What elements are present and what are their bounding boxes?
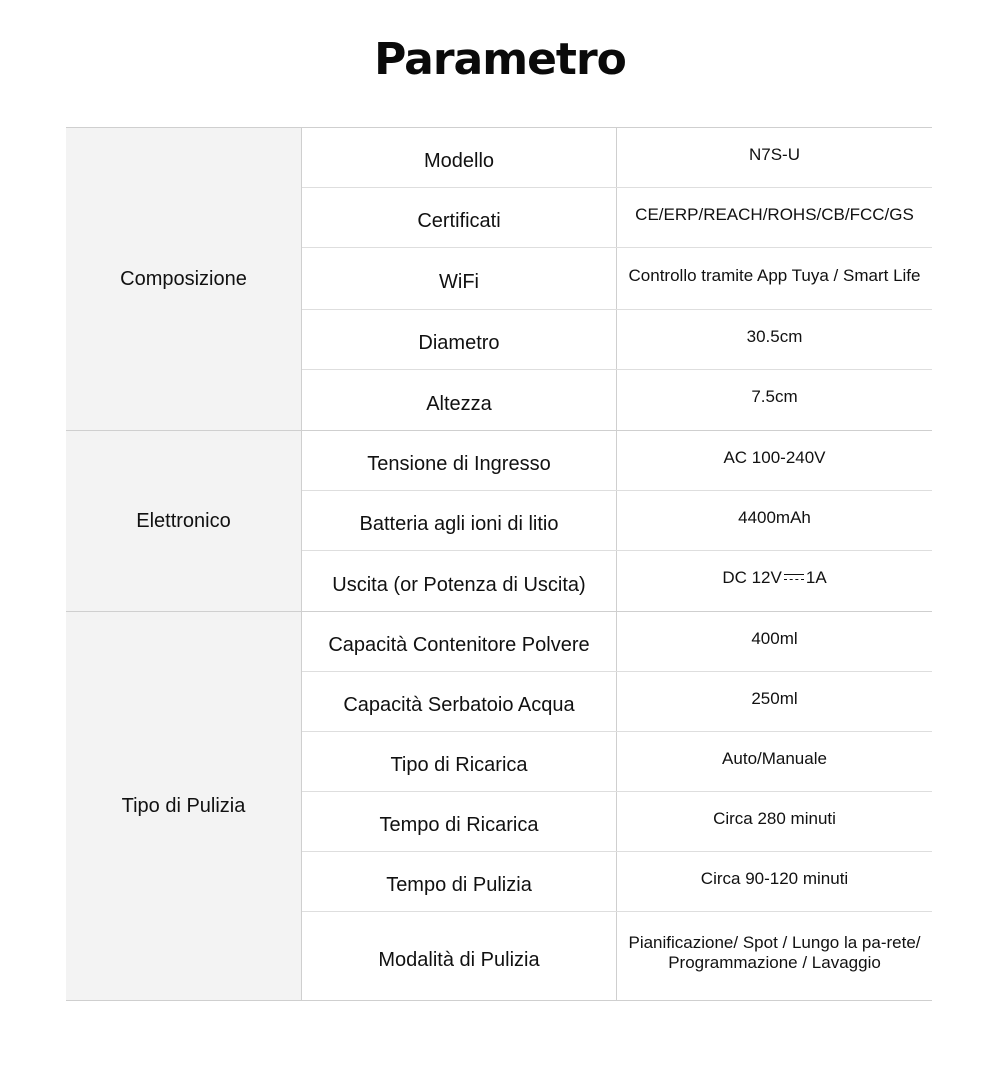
spec-key: Uscita (or Potenza di Uscita)	[302, 551, 617, 611]
spec-key: Capacità Contenitore Polvere	[302, 612, 617, 671]
spec-key: Tempo di Ricarica	[302, 792, 617, 851]
spec-key: Batteria agli ioni di litio	[302, 491, 617, 550]
spec-key: Certificati	[302, 188, 617, 247]
table-row	[302, 128, 932, 188]
table-row	[302, 310, 932, 370]
spec-key: WiFi	[302, 248, 617, 309]
spec-key: Tempo di Pulizia	[302, 852, 617, 911]
table-row	[302, 672, 932, 732]
table-row	[302, 431, 932, 491]
group-label: Tipo di Pulizia	[66, 612, 302, 1000]
group-elettronico	[66, 431, 932, 612]
spec-value: 250ml	[751, 688, 798, 708]
value-suffix: 1A	[805, 568, 827, 587]
table-row	[302, 370, 932, 430]
spec-value: Circa 90-120 minuti	[700, 868, 849, 888]
spec-value: Controllo tramite App Tuya / Smart Life	[628, 265, 921, 285]
spec-value	[617, 551, 932, 611]
spec-table	[66, 127, 932, 1001]
spec-key: Altezza	[302, 370, 617, 430]
spec-key: Modello	[302, 128, 617, 187]
table-row	[302, 852, 932, 912]
spec-key: Capacità Serbatoio Acqua	[302, 672, 617, 731]
spec-key: Modalità di Pulizia	[302, 912, 617, 1000]
spec-key: Tensione di Ingresso	[302, 431, 617, 490]
spec-key: Diametro	[302, 310, 617, 369]
spec-value: CE/ERP/REACH/ROHS/CB/FCC/GS	[635, 204, 914, 224]
dc-symbol-icon	[784, 574, 804, 582]
spec-value: 30.5cm	[746, 326, 803, 346]
spec-key: Tipo di Ricarica	[302, 732, 617, 791]
table-row	[302, 912, 932, 1000]
spec-value: Pianificazione/ Spot / Lungo la pa-rete/ Programmazione / Lavaggio	[628, 933, 921, 972]
table-row	[302, 732, 932, 792]
spec-value: N7S-U	[748, 144, 800, 164]
table-row	[302, 491, 932, 551]
spec-value: AC 100-240V	[723, 447, 826, 467]
table-row	[302, 551, 932, 611]
spec-value: Auto/Manuale	[722, 748, 827, 768]
group-composizione	[66, 128, 932, 431]
table-row	[302, 612, 932, 672]
spec-value: 400ml	[751, 628, 798, 648]
table-row	[302, 248, 932, 310]
table-row	[302, 188, 932, 248]
spec-value: Circa 280 minuti	[713, 808, 836, 828]
spec-value: 4400mAh	[738, 507, 811, 527]
spec-value: 7.5cm	[751, 387, 798, 406]
page-title: Parametro	[374, 34, 626, 85]
value-prefix: DC 12V	[722, 568, 782, 587]
group-label: Composizione	[66, 128, 302, 430]
group-label: Elettronico	[66, 431, 302, 611]
table-row	[302, 792, 932, 852]
group-tipo-di-pulizia	[66, 612, 932, 1001]
